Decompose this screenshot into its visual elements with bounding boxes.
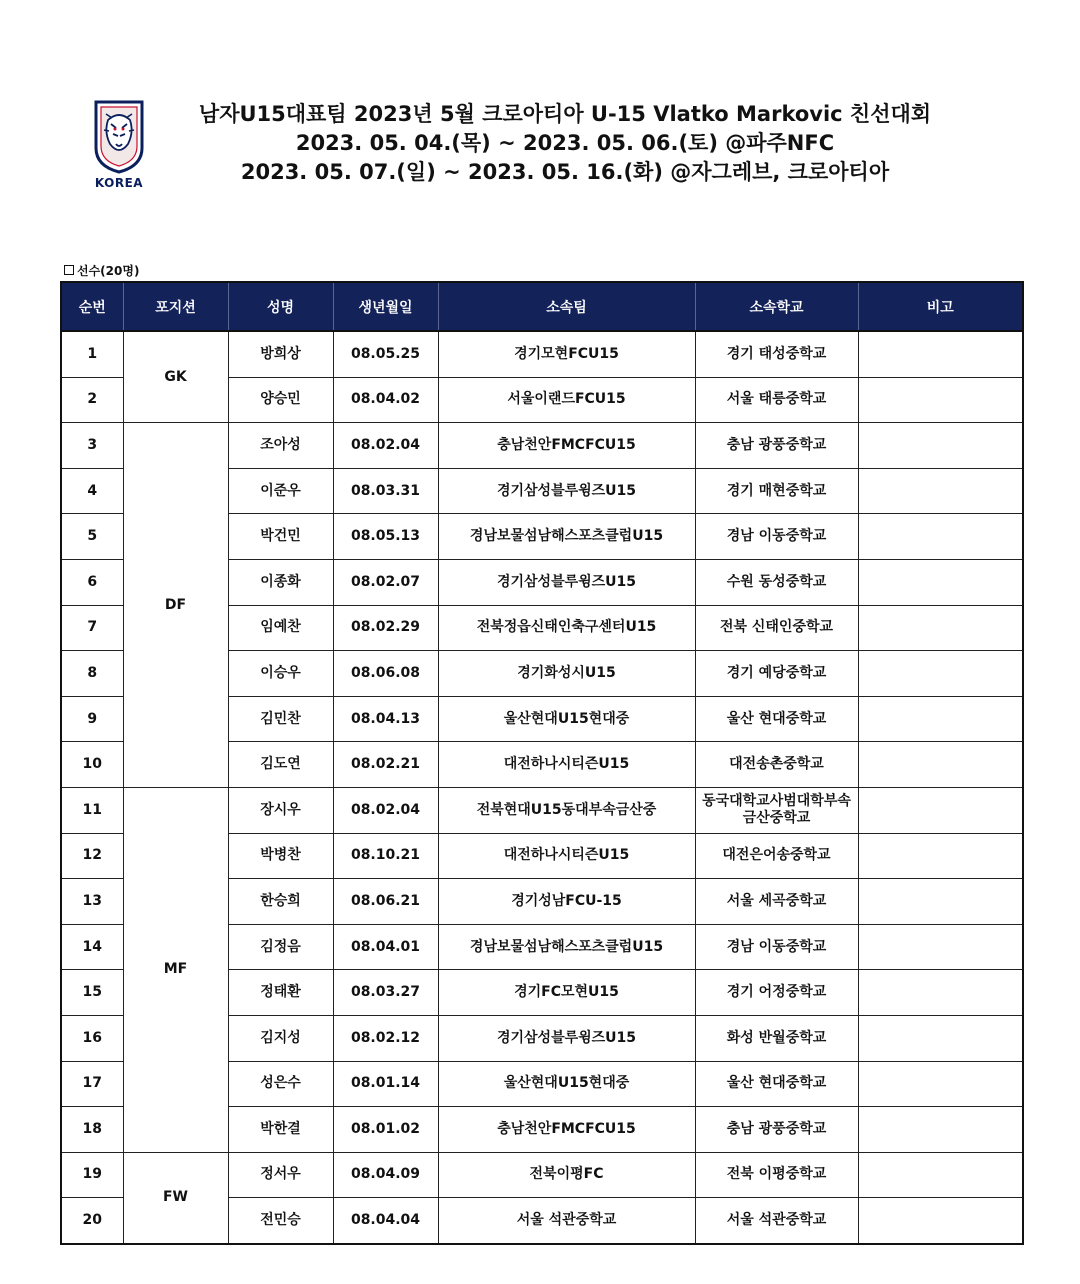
player-number-cell: 2 (61, 377, 123, 423)
player-number-cell: 16 (61, 1015, 123, 1061)
player-name-cell: 임예찬 (228, 605, 333, 651)
player-number-cell: 7 (61, 605, 123, 651)
club-team-cell: 경남보물섬남해스포츠클럽U15 (438, 514, 695, 560)
club-team-cell: 경기성남FCU-15 (438, 879, 695, 925)
table-header-row (61, 282, 1023, 331)
column-header: 소속팀 (438, 282, 695, 331)
kfa-logo (92, 100, 146, 194)
birth-date-cell: 08.04.13 (333, 696, 438, 742)
club-team-cell: 울산현대U15현대중 (438, 696, 695, 742)
birth-date-cell: 08.02.04 (333, 423, 438, 469)
player-name-cell: 성은수 (228, 1061, 333, 1107)
note-cell (858, 787, 1023, 833)
birth-date-cell: 08.06.08 (333, 651, 438, 697)
note-cell (858, 605, 1023, 651)
school-cell: 화성 반월중학교 (695, 1015, 858, 1061)
note-cell (858, 1198, 1023, 1244)
club-team-cell: 울산현대U15현대중 (438, 1061, 695, 1107)
roster-table (60, 281, 1024, 1245)
note-cell (858, 1152, 1023, 1198)
note-cell (858, 423, 1023, 469)
club-team-cell: 대전하나시티즌U15 (438, 833, 695, 879)
title-line-2: 2023. 05. 04.(목) ~ 2023. 05. 06.(토) @파주NFC (295, 131, 835, 155)
club-team-cell: 경남보물섬남해스포츠클럽U15 (438, 924, 695, 970)
birth-date-cell: 08.06.21 (333, 879, 438, 925)
player-name-cell: 이승우 (228, 651, 333, 697)
column-header: 소속학교 (695, 282, 858, 331)
position-cell: FW (123, 1152, 228, 1244)
column-header: 포지션 (123, 282, 228, 331)
club-team-cell: 서울이랜드FCU15 (438, 377, 695, 423)
school-cell: 서울 세곡중학교 (695, 879, 858, 925)
birth-date-cell: 08.03.27 (333, 970, 438, 1016)
column-header: 성명 (228, 282, 333, 331)
school-cell: 대전은어송중학교 (695, 833, 858, 879)
note-cell (858, 970, 1023, 1016)
column-header: 비고 (858, 282, 1023, 331)
note-cell (858, 924, 1023, 970)
school-cell: 경기 예당중학교 (695, 651, 858, 697)
school-cell: 대전송촌중학교 (695, 742, 858, 788)
club-team-cell: 전북정읍신태인축구센터U15 (438, 605, 695, 651)
birth-date-cell: 08.02.07 (333, 559, 438, 605)
note-cell (858, 833, 1023, 879)
note-cell (858, 1061, 1023, 1107)
birth-date-cell: 08.04.09 (333, 1152, 438, 1198)
position-cell: MF (123, 787, 228, 1152)
player-number-cell: 17 (61, 1061, 123, 1107)
birth-date-cell: 08.04.01 (333, 924, 438, 970)
school-cell: 서울 태릉중학교 (695, 377, 858, 423)
player-number-cell: 6 (61, 559, 123, 605)
club-team-cell: 경기삼성블루윙즈U15 (438, 559, 695, 605)
player-name-cell: 방희상 (228, 331, 333, 377)
birth-date-cell: 08.02.21 (333, 742, 438, 788)
logo-text: KOREA (94, 176, 144, 190)
club-team-cell: 경기삼성블루윙즈U15 (438, 468, 695, 514)
school-cell: 경기 태성중학교 (695, 331, 858, 377)
birth-date-cell: 08.02.29 (333, 605, 438, 651)
player-name-cell: 이준우 (228, 468, 333, 514)
club-team-cell: 경기화성시U15 (438, 651, 695, 697)
player-name-cell: 조아성 (228, 423, 333, 469)
birth-date-cell: 08.03.31 (333, 468, 438, 514)
birth-date-cell: 08.01.14 (333, 1061, 438, 1107)
note-cell (858, 514, 1023, 560)
birth-date-cell: 08.01.02 (333, 1107, 438, 1153)
table-row (61, 787, 1023, 833)
birth-date-cell: 08.05.13 (333, 514, 438, 560)
player-number-cell: 13 (61, 879, 123, 925)
player-name-cell: 장시우 (228, 787, 333, 833)
note-cell (858, 377, 1023, 423)
club-team-cell: 전북현대U15동대부속금산중 (438, 787, 695, 833)
birth-date-cell: 08.02.04 (333, 787, 438, 833)
section-label (64, 262, 139, 279)
document-title (160, 100, 970, 187)
club-team-cell: 충남천안FMCFCU15 (438, 1107, 695, 1153)
note-cell (858, 696, 1023, 742)
title-line-3: 2023. 05. 07.(일) ~ 2023. 05. 16.(화) @자그레브, 크로아티아 (240, 160, 890, 184)
player-number-cell: 5 (61, 514, 123, 560)
player-name-cell: 정서우 (228, 1152, 333, 1198)
player-number-cell: 4 (61, 468, 123, 514)
birth-date-cell: 08.04.04 (333, 1198, 438, 1244)
school-cell: 충남 광풍중학교 (695, 1107, 858, 1153)
school-cell: 전북 이평중학교 (695, 1152, 858, 1198)
player-name-cell: 양승민 (228, 377, 333, 423)
school-cell: 경기 어정중학교 (695, 970, 858, 1016)
note-cell (858, 331, 1023, 377)
birth-date-cell: 08.10.21 (333, 833, 438, 879)
school-cell: 울산 현대중학교 (695, 1061, 858, 1107)
player-name-cell: 김도연 (228, 742, 333, 788)
school-cell: 전북 신태인중학교 (695, 605, 858, 651)
player-name-cell: 한승희 (228, 879, 333, 925)
player-number-cell: 20 (61, 1198, 123, 1244)
school-cell: 울산 현대중학교 (695, 696, 858, 742)
kfa-tiger-emblem-icon (92, 100, 146, 174)
player-number-cell: 3 (61, 423, 123, 469)
birth-date-cell: 08.02.12 (333, 1015, 438, 1061)
school-cell: 동국대학교사범대학부속 금산중학교 (695, 787, 858, 833)
player-name-cell: 정태환 (228, 970, 333, 1016)
note-cell (858, 1107, 1023, 1153)
player-number-cell: 15 (61, 970, 123, 1016)
school-cell: 경기 매현중학교 (695, 468, 858, 514)
club-team-cell: 대전하나시티즌U15 (438, 742, 695, 788)
player-name-cell: 박건민 (228, 514, 333, 560)
note-cell (858, 742, 1023, 788)
player-name-cell: 이종화 (228, 559, 333, 605)
school-cell: 경남 이동중학교 (695, 924, 858, 970)
player-number-cell: 10 (61, 742, 123, 788)
note-cell (858, 651, 1023, 697)
club-team-cell: 경기모현FCU15 (438, 331, 695, 377)
player-name-cell: 김지성 (228, 1015, 333, 1061)
club-team-cell: 전북이평FC (438, 1152, 695, 1198)
player-number-cell: 9 (61, 696, 123, 742)
player-number-cell: 12 (61, 833, 123, 879)
note-cell (858, 468, 1023, 514)
player-number-cell: 14 (61, 924, 123, 970)
player-name-cell: 김민찬 (228, 696, 333, 742)
roster-body (61, 331, 1023, 1244)
player-name-cell: 전민승 (228, 1198, 333, 1244)
birth-date-cell: 08.04.02 (333, 377, 438, 423)
club-team-cell: 경기FC모현U15 (438, 970, 695, 1016)
player-name-cell: 김정음 (228, 924, 333, 970)
player-number-cell: 8 (61, 651, 123, 697)
note-cell (858, 559, 1023, 605)
table-row (61, 1152, 1023, 1198)
school-cell: 수원 동성중학교 (695, 559, 858, 605)
note-cell (858, 879, 1023, 925)
column-header: 순번 (61, 282, 123, 331)
school-cell: 서울 석관중학교 (695, 1198, 858, 1244)
player-name-cell: 박한결 (228, 1107, 333, 1153)
school-cell: 충남 광풍중학교 (695, 423, 858, 469)
player-name-cell: 박병찬 (228, 833, 333, 879)
player-number-cell: 11 (61, 787, 123, 833)
table-row (61, 331, 1023, 377)
player-number-cell: 18 (61, 1107, 123, 1153)
club-team-cell: 서울 석관중학교 (438, 1198, 695, 1244)
player-number-cell: 19 (61, 1152, 123, 1198)
position-cell: DF (123, 423, 228, 788)
school-cell: 경남 이동중학교 (695, 514, 858, 560)
club-team-cell: 경기삼성블루윙즈U15 (438, 1015, 695, 1061)
position-cell: GK (123, 331, 228, 423)
player-number-cell: 1 (61, 331, 123, 377)
table-row (61, 423, 1023, 469)
section-label-text: 선수(20명) (77, 264, 140, 278)
column-header: 생년월일 (333, 282, 438, 331)
club-team-cell: 충남천안FMCFCU15 (438, 423, 695, 469)
checkbox-square-icon (64, 265, 74, 275)
birth-date-cell: 08.05.25 (333, 331, 438, 377)
title-line-1: 남자U15대표팀 2023년 5월 크로아티아 U-15 Vlatko Markovic 친선대회 (198, 102, 932, 126)
note-cell (858, 1015, 1023, 1061)
